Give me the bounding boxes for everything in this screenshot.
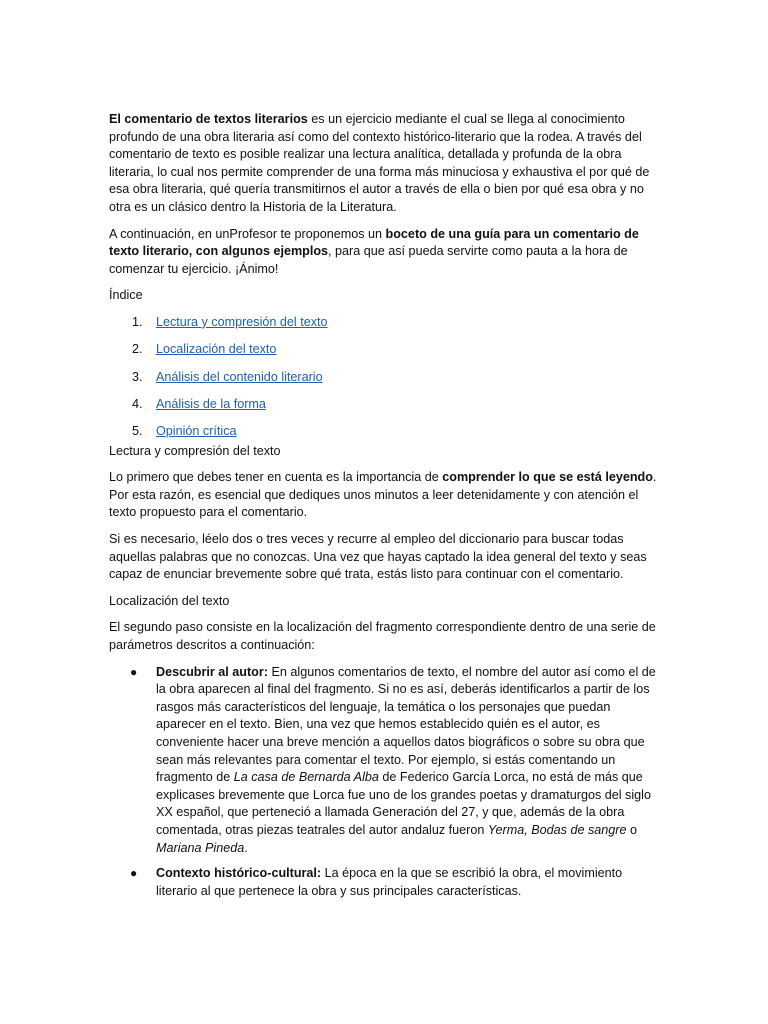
s1-start: Lo primero que debes tener en cuenta es la importancia de (109, 470, 443, 485)
section2-title: Localización del texto (109, 593, 230, 608)
section1-paragraph-2: Si es necesario, léelo dos o tres veces y recurre al empleo del diccionario para buscar todas aquellas palabras que no conozcas. Una vez que hayas captado la idea general del texto y seas capaz de enunciar brevemente sobre qué trata, estás listo para continuar con el comentario. (109, 532, 647, 582)
toc-item (109, 369, 661, 387)
toc-item (109, 341, 661, 359)
intro2-end: , para que así pueda servirte como pauta a la hora de comenzar tu ejercicio. ¡Ánimo! (109, 244, 628, 276)
section1-title: Lectura y compresión del texto (109, 443, 281, 458)
index-title: Índice (109, 288, 143, 303)
bullet-text: La época en la que se escribió la obra, el movimiento literario al que pertenece la obra y sus principales características. (156, 866, 623, 898)
bullet-icon: ● (130, 866, 138, 881)
intro-paragraph-2 (109, 226, 661, 279)
section1-paragraph-1 (109, 469, 661, 522)
intro2-bold: boceto de una guía para un comentario de texto literario, con algunos ejemplos (109, 226, 639, 259)
toc-item (109, 396, 661, 414)
toc-item (109, 423, 661, 441)
toc-number: 4. (132, 396, 143, 411)
section2-paragraph-1: El segundo paso consiste en la localización del fragmento correspondiente dentro de una serie de parámetros descritos a continuación: (109, 620, 656, 652)
toc-number: 3. (132, 369, 143, 384)
bullet-text: . (244, 840, 248, 855)
intro-bold-phrase: El comentario de textos literarios (109, 112, 308, 126)
bullet-text: de Federico García Lorca, no está de más que explicases brevemente que Lorca fue uno de los grandes poetas y dramaturgos del siglo XX español, que perteneció a llamada Generación del 27, y que, además de la obra comentada, otras piezas teatrales del autor andaluz fueron (156, 770, 651, 837)
toc-number: 5. (132, 424, 143, 439)
intro-text: es un ejercicio mediante el cual se llega al conocimiento profundo de una obra literaria así como del contexto histórico-literario que la rodea. A través del comentario de texto es posible realizar una lectura analítica, detallada y profunda de la obra literaria, lo cual nos permite comprender de una forma más minuciosa y exhaustiva el por qué de esa obra literaria, qué quería transmitirnos el autor a través de ella o bien por qué esa obra y no otra es un clásico dentro la Historia de la Literatura. (109, 112, 650, 214)
toc-link-lectura[interactable]: Lectura y compresión del texto (156, 314, 328, 329)
list-item-autor (109, 664, 661, 858)
table-of-contents (109, 314, 661, 441)
book-title: La casa de Bernarda Alba (233, 770, 379, 785)
book-title: Yerma, Bodas de sangre (487, 822, 627, 837)
parameter-list (109, 664, 661, 901)
bullet-icon: ● (130, 664, 138, 679)
bullet-bold-label: Descubrir al autor: (156, 664, 268, 679)
s1-end: . Por esta razón, es esencial que dediques unos minutos a leer detenidamente y con atención el texto propuesto para el comentario. (109, 470, 657, 520)
document-body (109, 111, 661, 908)
s1-bold: comprender lo que se está leyendo (442, 470, 653, 485)
toc-item (109, 314, 661, 332)
bullet-text: En algunos comentarios de texto, el nombre del autor así como el de la obra aparecen al final del fragmento. Si no es así, deberás identificarlos a partir de los rasgos más característicos del lenguaje, la temática o los personajes que puedan aparecer en el texto. Bien, una vez que hemos establecido quién es el autor, es conveniente hacer una breve mención a aquellos datos biográficos o sobre su obra que sean más relevantes para comentar el texto. Por ejemplo, si estás comentando un fragmento de (156, 664, 656, 785)
toc-link-analisis-forma[interactable]: Análisis de la forma (156, 396, 266, 411)
toc-number: 2. (132, 342, 143, 357)
toc-link-opinion[interactable]: Opinión crítica (156, 424, 237, 439)
intro-paragraph-1 (109, 111, 661, 217)
intro2-start: A continuación, en unProfesor te proponemos un (109, 226, 386, 241)
toc-number: 1. (132, 314, 143, 329)
list-item-contexto (109, 865, 661, 900)
bullet-text: o (626, 822, 637, 837)
bullet-bold-label: Contexto histórico-cultural: (156, 866, 322, 881)
toc-link-localizacion[interactable]: Localización del texto (156, 342, 277, 357)
book-title: Mariana Pineda (156, 840, 245, 855)
toc-link-analisis-contenido[interactable]: Análisis del contenido literario (156, 369, 323, 384)
